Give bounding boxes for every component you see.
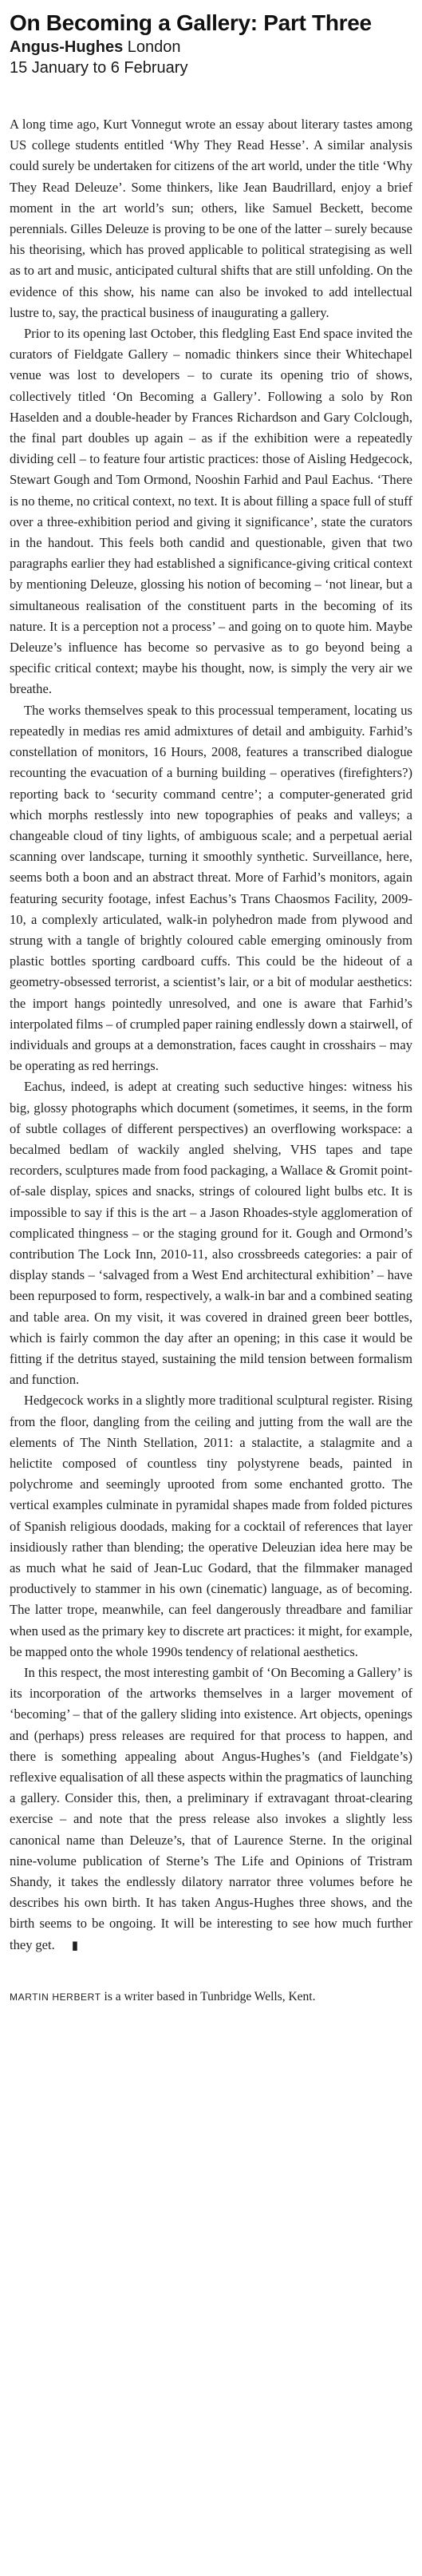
- paragraph-6: [10, 1663, 412, 1956]
- exhibition-dates: 15 January to 6 February: [10, 59, 188, 77]
- gallery-city: London: [127, 38, 181, 56]
- paragraph-2: Prior to its opening last October, this fledgling East End space invited the curators of Fieldgate Gallery – nomadic thinkers since their Whitechapel venue was lost to developers – to curate its opening trio of shows, collectively titled ‘On Becoming a Gallery’. Following a solo by Ron Haselden and a double-header by Frances Richardson and Gary Colclough, the final part doubles up again – as if the exhibition were a repeatedly dividing cell – to feature four artistic practices: those of Aisling Hedgecock, Stewart Gough and Tom Ormond, Nooshin Farhid and Paul Eachus. ‘There is no theme, no critical context, no text. It is about filling a space full of stuff over a three-exhibition period and giving it significance’, state the curators in the handout. This feels both candid and questionable, given that two paragraphs earlier they had established a significance-giving critical context by mentioning Deleuze, glossing his notion of becoming – ‘not linear, but a simultaneous realisation of the constituent parts in the becoming of its nature. It is a perception not a process’ – and going on to quote him. Maybe Deleuze’s influence has become so pervasive as to go beyond being a specific critical context; maybe his thought, now, is simply the very air we breathe.: [10, 326, 412, 697]
- paragraph-4: Eachus, indeed, is adept at creating such seductive hinges: witness his big, glossy photographs which document (sometimes, it seems, in the form of subtle collages of different perspectives) an overflowing workspace: a becalmed bedlam of wackily angled shelving, VHS tapes and tape recorders, sculptures made from food packaging, a Wallace & Gromit point-of-sale display, spices and snacks, strings of coloured light bulbs etc. It is impossible to say if this is the art – a Jason Rhoades-style agglomeration of complicated thingness – or the staging ground for it. Gough and Ormond’s contribution The Lock Inn, 2010-11, also crossbreeds categories: a pair of display stands – ‘salvaged from a West End architectural exhibition’ – have been repurposed to form, respectively, a walk-in bar and a combined seating and table area. On my visit, it was covered in drained green beer bottles, which is fairly common the day after an opening; in this case it would be fitting if the detritus stayed, sustaining the mild tension between formalism and function.: [10, 1079, 412, 1388]
- paragraph-6-text: In this respect, the most interesting gambit of ‘On Becoming a Gallery’ is its incorporation of the artworks themselves in a larger movement of ‘becoming’ – that of the gallery sliding into existence. Art objects, openings and (perhaps) press releases are required for that process to happen, and there is something appealing about Angus-Hughes’s (and Fieldgate’s) reflexive equalisation of all these aspects within the pragmatics of launching a gallery. Consider this, then, a preliminary if extravagant throat-clearing exercise – and note that the press release also invokes a slightly less canonical name than Deleuze’s, that of Laurence Sterne. In the original nine-volume publication of Sterne’s The Life and Opinions of Tristram Shandy, it takes the endlessly dilatory narrator three volumes before he describes his own birth. It has taken Angus-Hughes three shows, and the birth seems to be ongoing. It will be interesting to see how much further they get.: [10, 1665, 412, 1952]
- end-of-article-mark: ▮: [71, 1938, 79, 1952]
- gallery-name: Angus-Hughes: [10, 38, 124, 56]
- author-bio-text: is a writer based in Tunbridge Wells, Kent.: [104, 1989, 316, 2003]
- paragraph-3: The works themselves speak to this processual temperament, locating us repeatedly in medias res amid admixtures of detail and ambiguity. Farhid’s constellation of monitors, 16 Hours, 2008, features a transcribed dialogue recounting the evacuation of a burning building – operatives (firefighters?) reporting back to ‘security command centre’; a computer-generated grid which morphs restlessly into new topographies of peaks and valleys; a changeable cloud of tiny lights, of ambiguous scale; and a perpetual aerial scanning over landscape, turning it smoothly synthetic. Surveillance, here, seems both a boon and an abstract threat. More of Farhid’s monitors, again featuring security footage, infest Eachus’s Trans Chaosmos Facility, 2009-10, a complexly articulated, walk-in polyhedron made from plywood and strung with a tangle of brightly coloured cable emerging ominously from plastic bottles sporting cardboard cuffs. This could be the hideout of a geometry-obsessed terrorist, a scientist’s lair, or a bit of modular aesthetics: the import hangs pointedly unresolved, and one is aware that Farhid’s interpolated films – of crumpled paper raining endlessly down a stairwell, of individuals and groups at a demonstration, faces caught in crosshairs – may be operating as red herrings.: [10, 702, 412, 1074]
- review-title: On Becoming a Gallery: Part Three: [10, 10, 372, 35]
- paragraph-1: A long time ago, Kurt Vonnegut wrote an essay about literary tastes among US college students entitled ‘Why They Read Hesse’. A similar analysis could surely be undertaken for citizens of the art world, under the title ‘Why They Read Deleuze’. Some thinkers, like Jean Baudrillard, enjoy a brief moment in the art world’s sun; others, like Samuel Beckett, become perennials. Gilles Deleuze is proving to be one of the latter – surely because his theorising, which has proved applicable to political strategising as well as to art and music, anticipated cultural shifts that are still unfolding. On the evidence of this show, his name can also be invoked to add intellectual lustre to, say, the practical business of inaugurating a gallery.: [10, 117, 412, 320]
- author-name: MARTIN HERBERT: [10, 1991, 101, 2003]
- author-bio: [10, 1988, 412, 2006]
- paragraph-5: Hedgecock works in a slightly more traditional sculptural register. Rising from the floor, dangling from the ceiling and jutting from the wall are the elements of The Ninth Stellation, 2011: a stalactite, a stalagmite and a helictite composed of countless tiny polystyrene beads, painted in polychrome and seemingly uprooted from some enchanted grotto. The vertical examples culminate in pyramidal shapes made from folded pictures of Spanish religious doodads, making for a cocktail of references that layer insidiously rather than blending; the operative Deleuzian idea here may be as much what he said of Jean-Luc Godard, that the filmmaker managed productively to stammer in his own (cinematic) language, as of becoming. The latter trope, meanwhile, can feel dangerously threadbare and familiar when used as the primary key to discrete art practices: it might, for example, be mapped onto the whole 1990s tendency of relational aesthetics.: [10, 1393, 412, 1659]
- review-body: [10, 114, 412, 1956]
- venue-line: [10, 37, 412, 57]
